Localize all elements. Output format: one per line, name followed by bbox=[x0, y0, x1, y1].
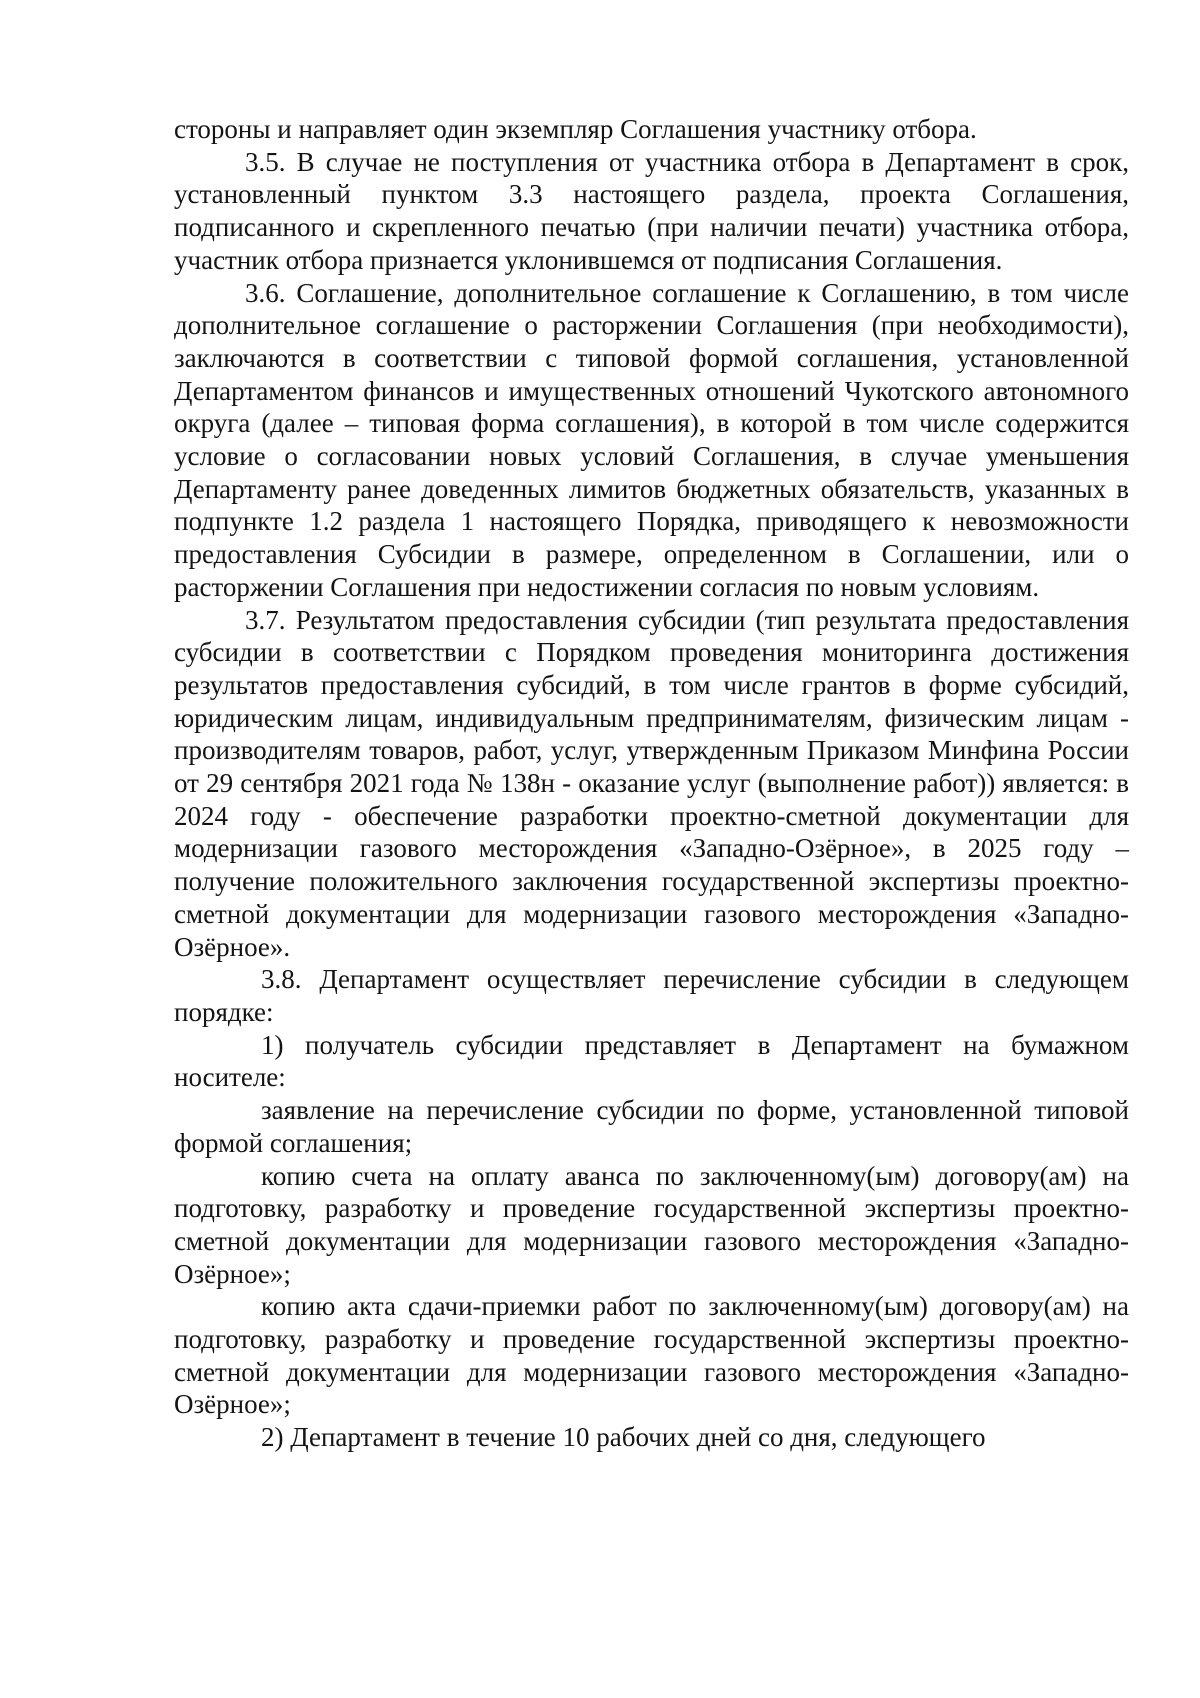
paragraph-3-5: 3.5. В случае не поступления от участника отбора в Департамент в срок, установленный пунктом 3.3 настоящего раздела, проекта Соглашения, подписанного и скрепленного печатью (при наличии печати) участника отбора, участник отбора признается уклонившемся от подписания Соглашения. bbox=[174, 146, 1129, 275]
document-body bbox=[174, 113, 1129, 1454]
paragraph-3-8-item-1-invoice-copy: копию счета на оплату аванса по заключенному(ым) договору(ам) на подготовку, разработку и проведение государственной экспертизы проектно-сметной документации для модернизации газового месторождения «Западно-Озёрное»; bbox=[174, 1160, 1129, 1289]
paragraph-continuation-3-4: стороны и направляет один экземпляр Соглашения участнику отбора. bbox=[174, 114, 977, 144]
paragraph-3-7: 3.7. Результатом предоставления субсидии (тип результата предоставления субсидии в соответствии с Порядком проведения мониторинга достижения результатов предоставления субсидий, в том числе грантов в форме субсидий, юридическим лицам, индивидуальным предпринимателям, физическим лицам - производителям товаров, работ, услуг, утвержденным Приказом Минфина России от 29 сентября 2021 года № 138н - оказание услуг (выполнение работ)) является: в 2024 году - обеспечение разработки проектно-сметной документации для модернизации газового месторождения «Западно-Озёрное», в 2025 году – получение положительного заключения государственной экспертизы проектно-сметной документации для модернизации газового месторождения «Западно-Озёрное». bbox=[174, 604, 1129, 962]
paragraph-3-8-item-1: 1) получатель субсидии представляет в Департамент на бумажном носителе: bbox=[174, 1029, 1129, 1093]
paragraph-3-8-item-2: 2) Департамент в течение 10 рабочих дней со дня, следующего bbox=[261, 1422, 986, 1453]
paragraph-3-8-item-1-acceptance-act-copy: копию акта сдачи-приемки работ по заключенному(ым) договору(ам) на подготовку, разработку и проведение государственной экспертизы проектно-сметной документации для модернизации газового месторождения «Западно-Озёрное»; bbox=[174, 1291, 1129, 1420]
paragraph-3-8-item-1-application: заявление на перечисление субсидии по форме, установленной типовой формой соглашения; bbox=[174, 1095, 1129, 1158]
paragraph-3-6: 3.6. Соглашение, дополнительное соглашение к Соглашению, в том числе дополнительное соглашение о расторжении Соглашения (при необходимости), заключаются в соответствии с типовой формой соглашения, установленной Департаментом финансов и имущественных отношений Чукотского автономного округа (далее – типовая форма соглашения), в которой в том числе содержится условие о согласовании новых условий Соглашения, в случае уменьшения Департаменту ранее доведенных лимитов бюджетных обязательств, указанных в подпункте 1.2 раздела 1 настоящего Порядка, приводящего к невозможности предоставления Субсидии в размере, определенном в Соглашении, или о расторжении Соглашения при недостижении согласия по новым условиям. bbox=[174, 277, 1129, 602]
paragraph-3-8: 3.8. Департамент осуществляет перечисление субсидии в следующем порядке: bbox=[174, 964, 1129, 1027]
